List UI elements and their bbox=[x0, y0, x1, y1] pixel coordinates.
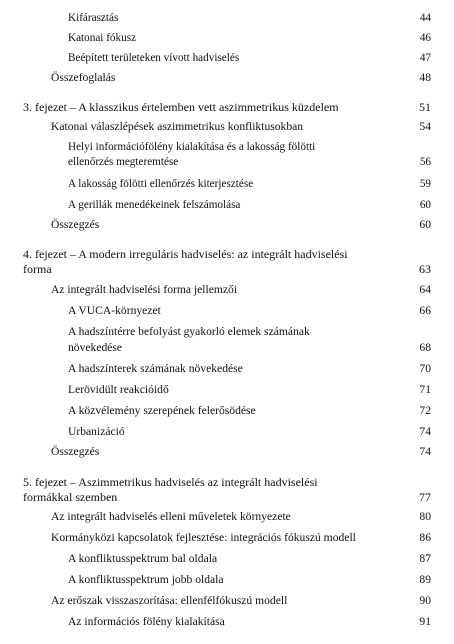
toc-entry-page: 72 bbox=[419, 404, 431, 417]
toc-entry-page: 54 bbox=[419, 120, 431, 133]
toc-entry-page: 56 bbox=[419, 156, 431, 168]
toc-entry-title: Kifárasztás bbox=[68, 12, 119, 24]
toc-entry-title: növekedése bbox=[68, 341, 123, 354]
toc-entry-page: 60 bbox=[419, 199, 431, 211]
toc-entry-page: 60 bbox=[419, 218, 431, 231]
toc-entry-page: 64 bbox=[419, 283, 431, 296]
toc-chapter-title: 3. fejezet – A klasszikus értelemben vett aszimmetrikus küzdelem bbox=[23, 100, 339, 114]
toc-entry-page: 86 bbox=[419, 531, 431, 544]
toc-entry-title: Katonai fókusz bbox=[68, 32, 137, 44]
toc-entry-title: A gerillák menedékeinek felszámolása bbox=[68, 199, 241, 211]
toc-entry-page: 44 bbox=[419, 12, 431, 24]
toc-entry-title: Az integrált hadviselési forma jellemzői bbox=[51, 283, 238, 296]
toc-chapter-title: forma bbox=[23, 262, 52, 276]
toc-entry-page: 66 bbox=[419, 304, 431, 317]
toc-entry-page: 89 bbox=[419, 573, 431, 586]
toc-entry-title: A VUCA-környezet bbox=[68, 304, 161, 317]
toc-entry-page: 70 bbox=[419, 362, 431, 375]
toc-entry-title: Összegzés bbox=[51, 445, 100, 458]
toc-entry-page: 46 bbox=[419, 32, 431, 44]
toc-entry-title: Helyi információfölény kialakítása és a lakosság fölötti bbox=[68, 141, 316, 153]
toc-entry-title: A lakosság fölötti ellenőrzés kiterjesztése bbox=[68, 178, 254, 190]
toc-entry-page: 80 bbox=[419, 510, 431, 523]
toc-entry-page: 59 bbox=[419, 178, 431, 190]
toc-entry-title: Az erőszak visszaszorítása: ellenfélfókuszú modell bbox=[51, 594, 288, 607]
toc-entry-page: 48 bbox=[419, 71, 431, 84]
toc-entry-page: 71 bbox=[419, 383, 431, 396]
toc-entry-page: 68 bbox=[419, 341, 431, 354]
toc-entry-page: 74 bbox=[419, 445, 431, 458]
toc-entry-title: A hadszíntérre befolyást gyakorló elemek számának bbox=[68, 325, 310, 338]
toc-entry-title: A konfliktusspektrum jobb oldala bbox=[68, 573, 224, 586]
toc-entry-page: 74 bbox=[419, 425, 431, 438]
toc-entry-title: ellenőrzés megteremtése bbox=[68, 156, 179, 168]
toc-entry-title: Összefoglalás bbox=[51, 71, 116, 84]
toc-entry-page: 87 bbox=[419, 552, 431, 565]
toc-entry-title: Katonai válaszlépések aszimmetrikus konfliktusokban bbox=[51, 120, 304, 133]
toc-chapter-title: 4. fejezet – A modern irreguláris hadviselés: az integrált hadviselési bbox=[23, 247, 348, 261]
toc-entry-title: Az információs fölény kialakítása bbox=[68, 615, 225, 628]
toc-chapter-page: 77 bbox=[419, 490, 431, 504]
toc-entry-page: 91 bbox=[419, 615, 431, 628]
toc-chapter-title: formákkal szemben bbox=[23, 490, 118, 504]
toc-chapter-page: 63 bbox=[419, 262, 431, 276]
toc-entry-title: Beépített területeken vívott hadviselés bbox=[68, 52, 240, 64]
toc-entry-title: A konfliktusspektrum bal oldala bbox=[68, 552, 218, 565]
toc-entry-page: 47 bbox=[419, 52, 431, 64]
toc-entry-title: Lerövidült reakcióidő bbox=[68, 383, 169, 396]
toc-entry-title: A közvélemény szerepének felerősödése bbox=[68, 404, 256, 417]
toc-entry-title: Összegzés bbox=[51, 218, 100, 231]
toc-entry-title: A hadszínterek számának növekedése bbox=[68, 362, 243, 375]
toc-chapter-page: 51 bbox=[419, 100, 431, 114]
toc-entry-page: 90 bbox=[419, 594, 431, 607]
toc-entry-title: Az integrált hadviselés elleni műveletek környezete bbox=[51, 510, 291, 523]
toc-entry-title: Urbanizáció bbox=[68, 425, 125, 438]
toc-entry-title: Kormányközi kapcsolatok fejlesztése: integrációs fókuszú modell bbox=[51, 531, 356, 544]
toc-chapter-title: 5. fejezet – Aszimmetrikus hadviselés az integrált hadviselési bbox=[23, 475, 318, 489]
